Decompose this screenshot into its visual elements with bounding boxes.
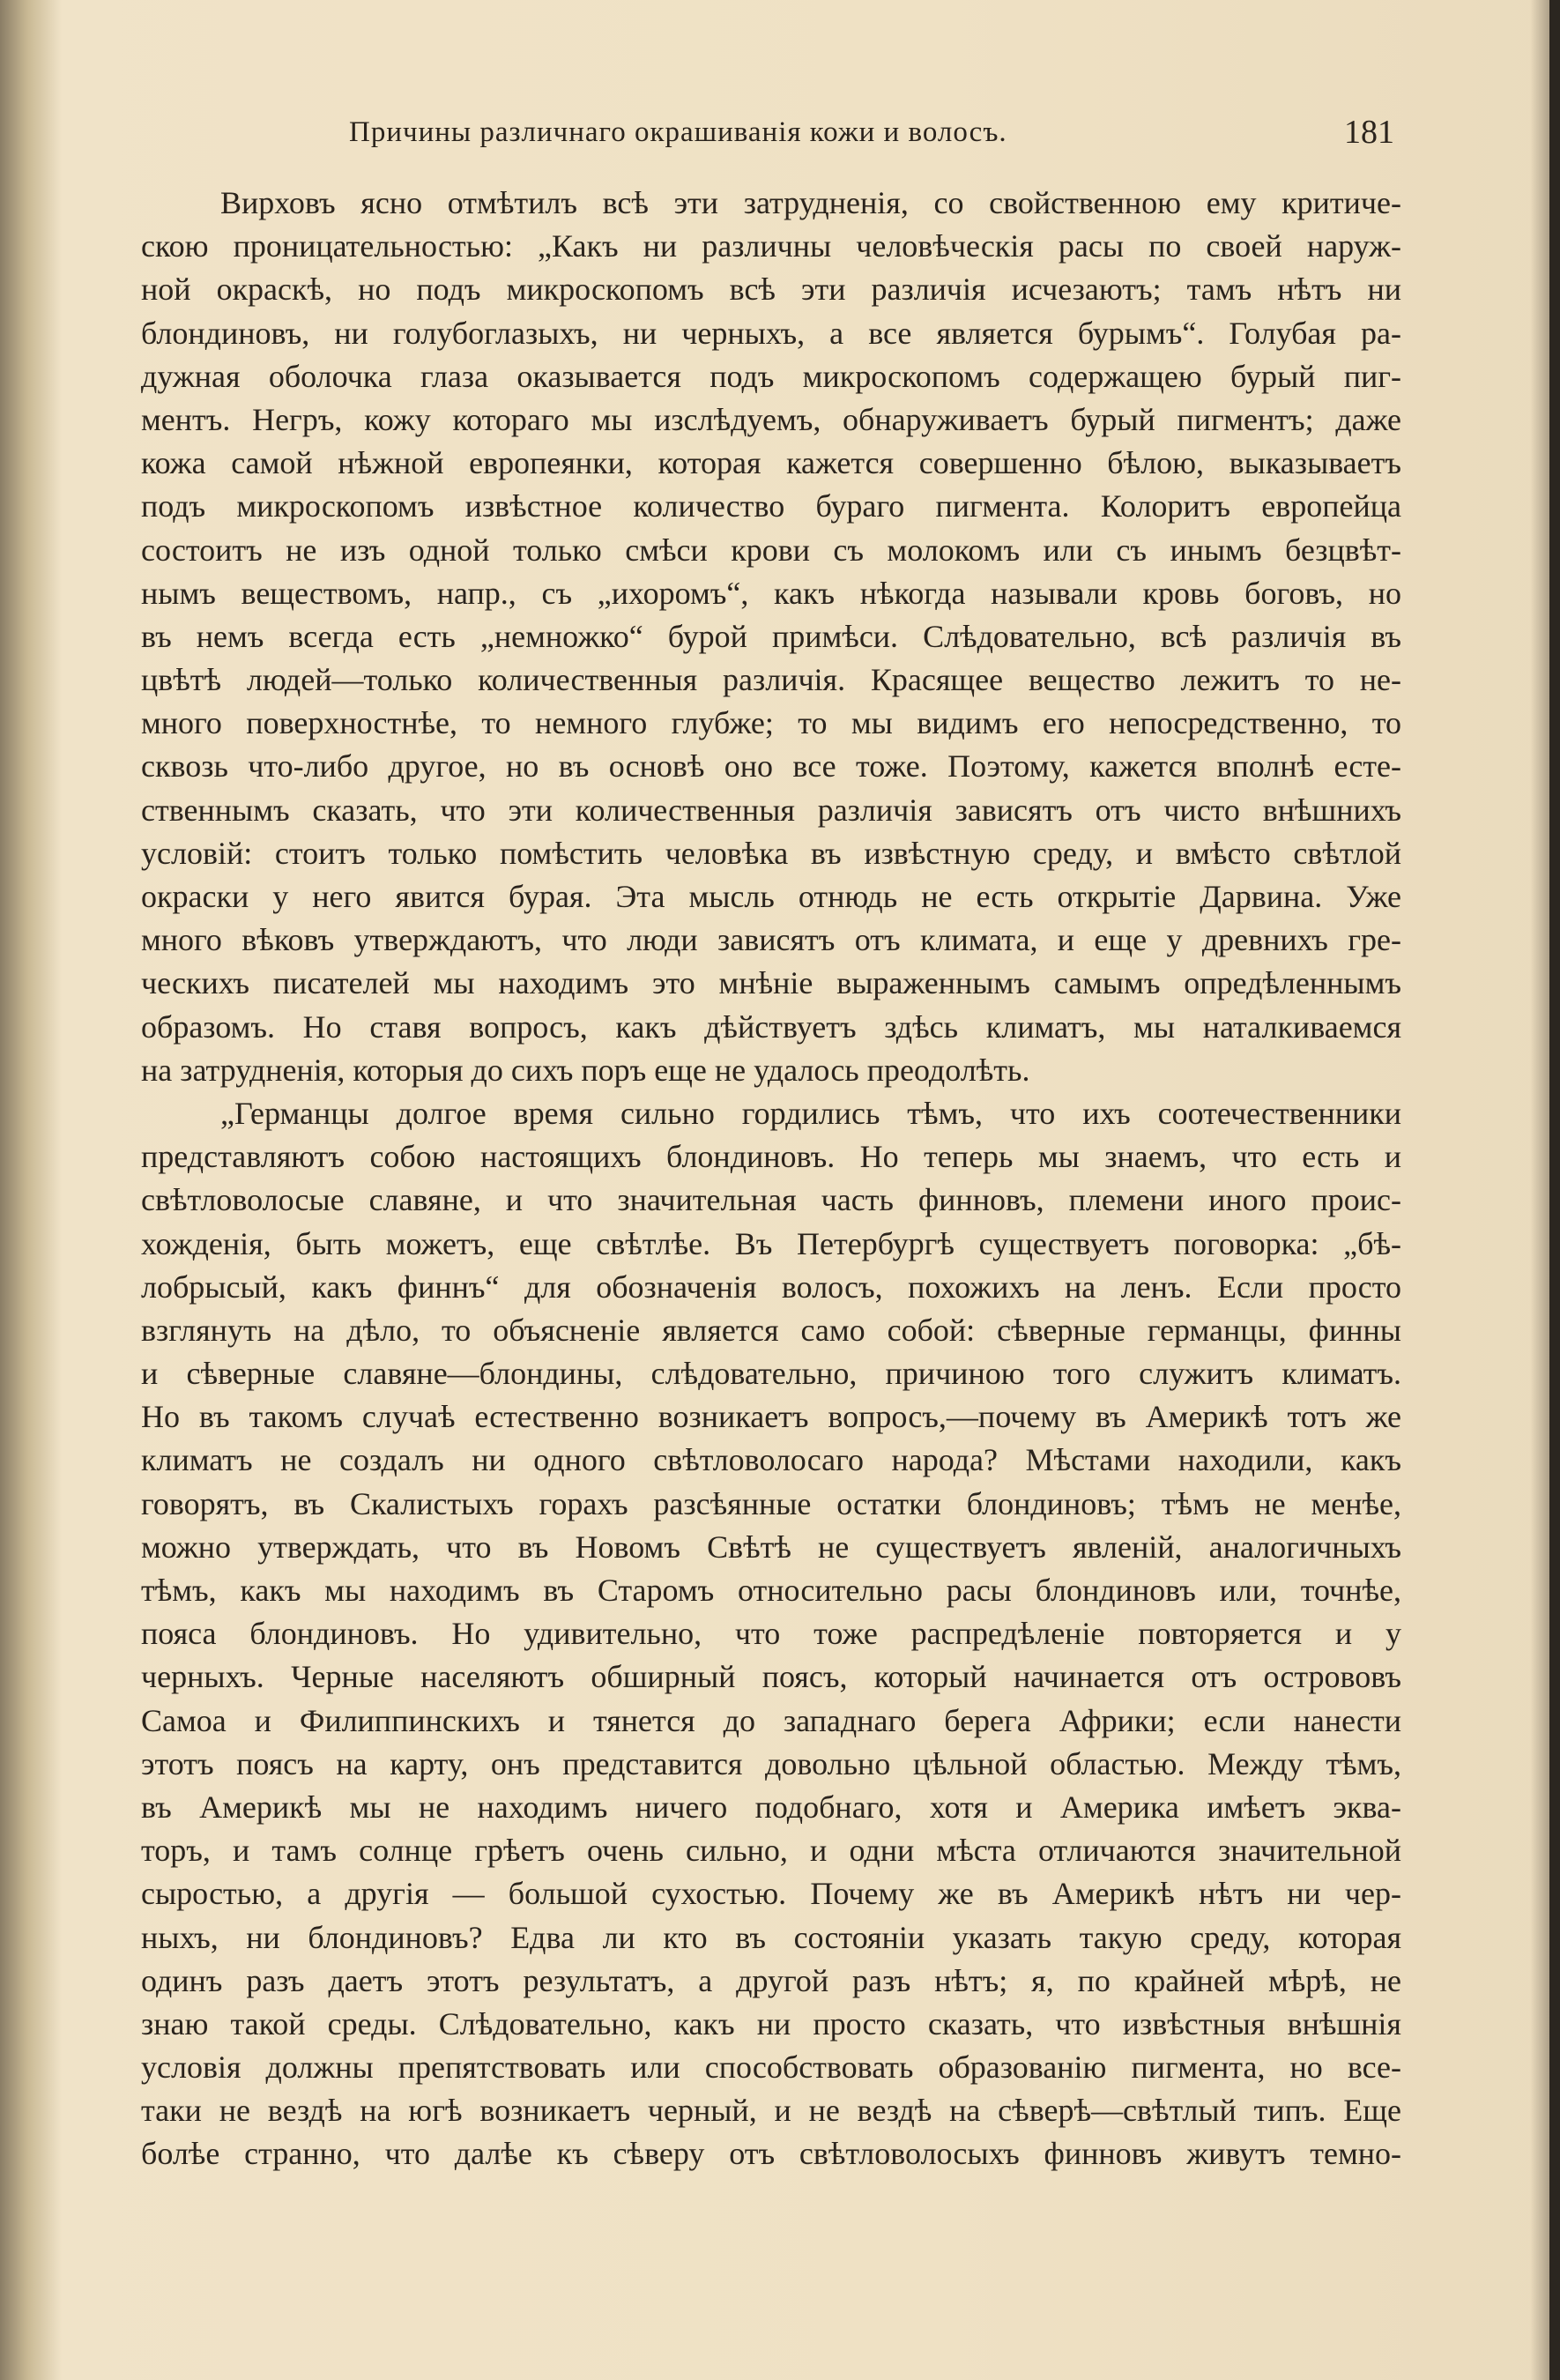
text-line: пояса блондиновъ. Но удивительно, что тоже распредѣленіе повторяется и у (141, 1616, 1401, 1652)
text-line: и сѣверные славяне—блондины, слѣдовательно, причиною того служитъ климатъ. (141, 1356, 1401, 1392)
text-line: состоитъ не изъ одной только смѣси крови съ молокомъ или съ инымъ безцвѣт- (141, 532, 1401, 568)
text-line: ственнымъ сказать, что эти количественныя различія зависятъ отъ чисто внѣшнихъ (141, 792, 1401, 828)
text-line: ной окраскѣ, но подъ микроскопомъ всѣ эти различія исчезаютъ; тамъ нѣтъ ни (141, 271, 1401, 308)
text-line: можно утверждать, что въ Новомъ Свѣтѣ не существуетъ явленій, аналогичныхъ (141, 1528, 1401, 1565)
text-line: одинъ разъ даетъ этотъ результатъ, а другой разъ нѣтъ; я, по крайней мѣрѣ, не (141, 1962, 1401, 1998)
text-line: сквозь что-либо другое, но въ основѣ оно все тоже. Поэтому, кажется вполнѣ есте- (141, 748, 1401, 785)
text-line: дужная оболочка глаза оказывается подъ микроскопомъ содержащею бурый пиг- (141, 358, 1401, 394)
page-number: 181 (1344, 114, 1394, 151)
text-line: блондиновъ, ни голубоглазыхъ, ни черныхъ, а все является бурымъ“. Голубая ра- (141, 315, 1401, 351)
text-line: хожденія, быть можетъ, еще свѣтлѣе. Въ Петербургѣ существуетъ поговорка: „бѣ- (141, 1225, 1401, 1261)
text-line: знаю такой среды. Слѣдовательно, какъ ни просто сказать, что извѣстныя внѣшнія (141, 2005, 1401, 2042)
text-line: много вѣковъ утверждаютъ, что люди зависятъ отъ климата, и еще у древнихъ гре- (141, 922, 1401, 958)
text-line: образомъ. Но ставя вопросъ, какъ дѣйствуетъ здѣсь климатъ, мы наталкиваемся (141, 1008, 1401, 1045)
running-title: Причины различнаго окрашиванія кожи и волосъ. (349, 116, 1007, 148)
text-line: много поверхностнѣе, то немного глубже; то мы видимъ его непосредственно, то (141, 705, 1401, 741)
page-edge-shadow (1530, 0, 1549, 2380)
text-line: климатъ не создалъ ни одного свѣтловолосаго народа? Мѣстами находили, какъ (141, 1442, 1401, 1478)
text-line: ческихъ писателей мы находимъ это мнѣніе выраженнымъ самымъ опредѣленнымъ (141, 965, 1401, 1001)
text-line: нымъ веществомъ, напр., съ „ихоромъ“, какъ нѣкогда называли кровь боговъ, но (141, 575, 1401, 611)
text-line: ныхъ, ни блондиновъ? Едва ли кто въ состояніи указать такую среду, которая (141, 1919, 1401, 1955)
text-line: Самоа и Филиппинскихъ и тянется до западнаго берега Африки; если нанести (141, 1702, 1401, 1738)
text-line: этотъ поясъ на карту, онъ представится довольно цѣльной областью. Между тѣмъ, (141, 1745, 1401, 1781)
text-line: сыростью, а другія — большой сухостью. Почему же въ Америкѣ нѣтъ ни чер- (141, 1876, 1401, 1912)
text-line: въ Америкѣ мы не находимъ ничего подобнаго, хотя и Америка имѣетъ эква- (141, 1789, 1401, 1825)
text-line: взглянуть на дѣло, то объясненіе является само собой: сѣверные германцы, финны (141, 1312, 1401, 1348)
spine-shadow (0, 0, 62, 2380)
text-line: лобрысый, какъ финнъ“ для обозначенія волосъ, похожихъ на ленъ. Если просто (141, 1268, 1401, 1305)
text-line: таки не вездѣ на югѣ возникаетъ черный, и не вездѣ на сѣверѣ—свѣтлый типъ. Еще (141, 2093, 1401, 2129)
text-line: болѣе странно, что далѣе къ сѣверу отъ свѣтловолосыхъ финновъ живутъ темно- (141, 2136, 1401, 2172)
text-line: торъ, и тамъ солнце грѣетъ очень сильно, и одни мѣста отличаются значительной (141, 1833, 1401, 1869)
text-line: условія должны препятствовать или способствовать образованію пигмента, но все- (141, 2049, 1401, 2086)
text-line: на затрудненія, которыя до сихъ поръ еще не удалось преодолѣть. (141, 1052, 1030, 1088)
text-line: свѣтловолосые славяне, и что значительная часть финновъ, племени иного проис- (141, 1182, 1401, 1218)
text-line: въ немъ всегда есть „немножко“ бурой примѣси. Слѣдовательно, всѣ различія въ (141, 618, 1401, 654)
body-text (141, 182, 1401, 2176)
text-line: представляютъ собою настоящихъ блондиновъ. Но теперь мы знаемъ, что есть и (141, 1139, 1401, 1175)
text-line: черныхъ. Черные населяютъ обширный поясъ, который начинается отъ острововъ (141, 1659, 1401, 1695)
text-line: условій: стоитъ только помѣстить человѣка въ извѣстную среду, и вмѣсто свѣтлой (141, 835, 1401, 871)
text-line: ментъ. Негръ, кожу котораго мы изслѣдуемъ, обнаруживаетъ бурый пигментъ; даже (141, 401, 1401, 437)
text-line: говорятъ, въ Скалистыхъ горахъ разсѣянные остатки блондиновъ; тѣмъ не менѣе, (141, 1485, 1401, 1521)
text-line: скою проницательностью: „Какъ ни различны человѣческія расы по своей наруж- (141, 228, 1401, 264)
text-line: подъ микроскопомъ извѣстное количество бураго пигмента. Колоритъ европейца (141, 488, 1401, 524)
text-line: Но въ такомъ случаѣ естественно возникаетъ вопросъ,—почему въ Америкѣ тотъ же (141, 1399, 1401, 1435)
page-edge (1549, 0, 1560, 2380)
text-line: Вирховъ ясно отмѣтилъ всѣ эти затрудненія, со свойственною ему критиче- (220, 185, 1401, 220)
text-line: кожа самой нѣжной европеянки, которая кажется совершенно бѣлою, выказываетъ (141, 445, 1401, 481)
text-line: цвѣтѣ людей—только количественныя различія. Красящее вещество лежитъ то не- (141, 662, 1401, 698)
text-line: „Германцы долгое время сильно гордились тѣмъ, что ихъ соотечественники (220, 1095, 1401, 1131)
text-line: окраски у него явится бурая. Эта мысль отнюдь не есть открытіе Дарвина. Уже (141, 879, 1401, 914)
text-line: тѣмъ, какъ мы находимъ въ Старомъ относительно расы блондиновъ или, точнѣе, (141, 1573, 1401, 1608)
